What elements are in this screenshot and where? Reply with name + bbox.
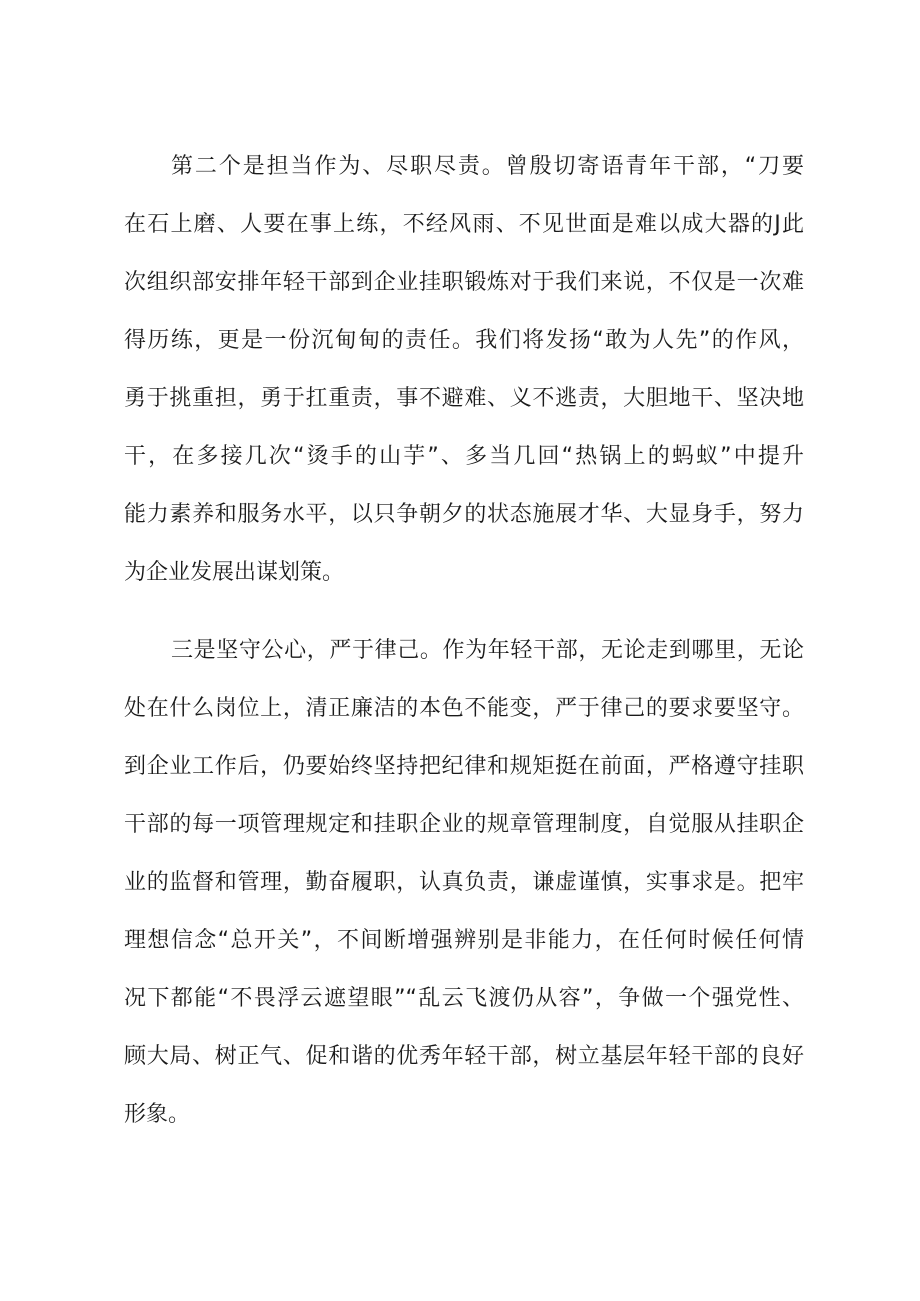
paragraph-line: 形象。	[124, 1102, 191, 1127]
paragraph-line: 为企业发展出谋划策。	[124, 560, 345, 585]
paragraph-line: 处在什么岗位上，清正廉洁的本色不能变，严于律己的要求要坚守。	[124, 696, 804, 721]
paragraph-line: 顾大局、树正气、促和谐的优秀年轻干部，树立基层年轻干部的良好	[124, 1044, 804, 1069]
paragraph-line: 况下都能“不畏浮云遮望眼”“乱云飞渡仍从容”，争做一个强党性、	[124, 986, 804, 1011]
paragraph-line: 干部的每一项管理规定和挂职企业的规章管理制度，自觉服从挂职企	[124, 812, 804, 837]
paragraph-line: 第二个是担当作为、尽职尽责。曾殷切寄语青年干部，“刀要	[171, 154, 804, 179]
paragraph-line: 得历练，更是一份沉甸甸的责任。我们将发扬“敢为人先”的作风，	[124, 328, 804, 353]
paragraph-line: 勇于挑重担，勇于扛重责，事不避难、义不逃责，大胆地干、坚决地	[124, 386, 804, 411]
paragraph-line: 三是坚守公心，严于律己。作为年轻干部，无论走到哪里，无论	[171, 638, 804, 663]
paragraph-line: 业的监督和管理，勤奋履职，认真负责，谦虚谨慎，实事求是。把牢	[124, 870, 804, 895]
paragraph-line: 在石上磨、人要在事上练，不经风雨、不见世面是难以成大器的J此	[124, 212, 804, 237]
paragraph-line: 干，在多接几次“烫手的山芋”、多当几回“热锅上的蚂蚁”中提升	[124, 444, 804, 469]
paragraph-line: 能力素养和服务水平，以只争朝夕的状态施展才华、大显身手，努力	[124, 502, 804, 527]
paragraph-line: 理想信念“总开关”，不间断增强辨别是非能力，在任何时候任何情	[124, 928, 804, 953]
paragraph-line: 到企业工作后，仍要始终坚持把纪律和规矩挺在前面，严格遵守挂职	[124, 754, 804, 779]
paragraph-line: 次组织部安排年轻干部到企业挂职锻炼对于我们来说，不仅是一次难	[124, 270, 804, 295]
